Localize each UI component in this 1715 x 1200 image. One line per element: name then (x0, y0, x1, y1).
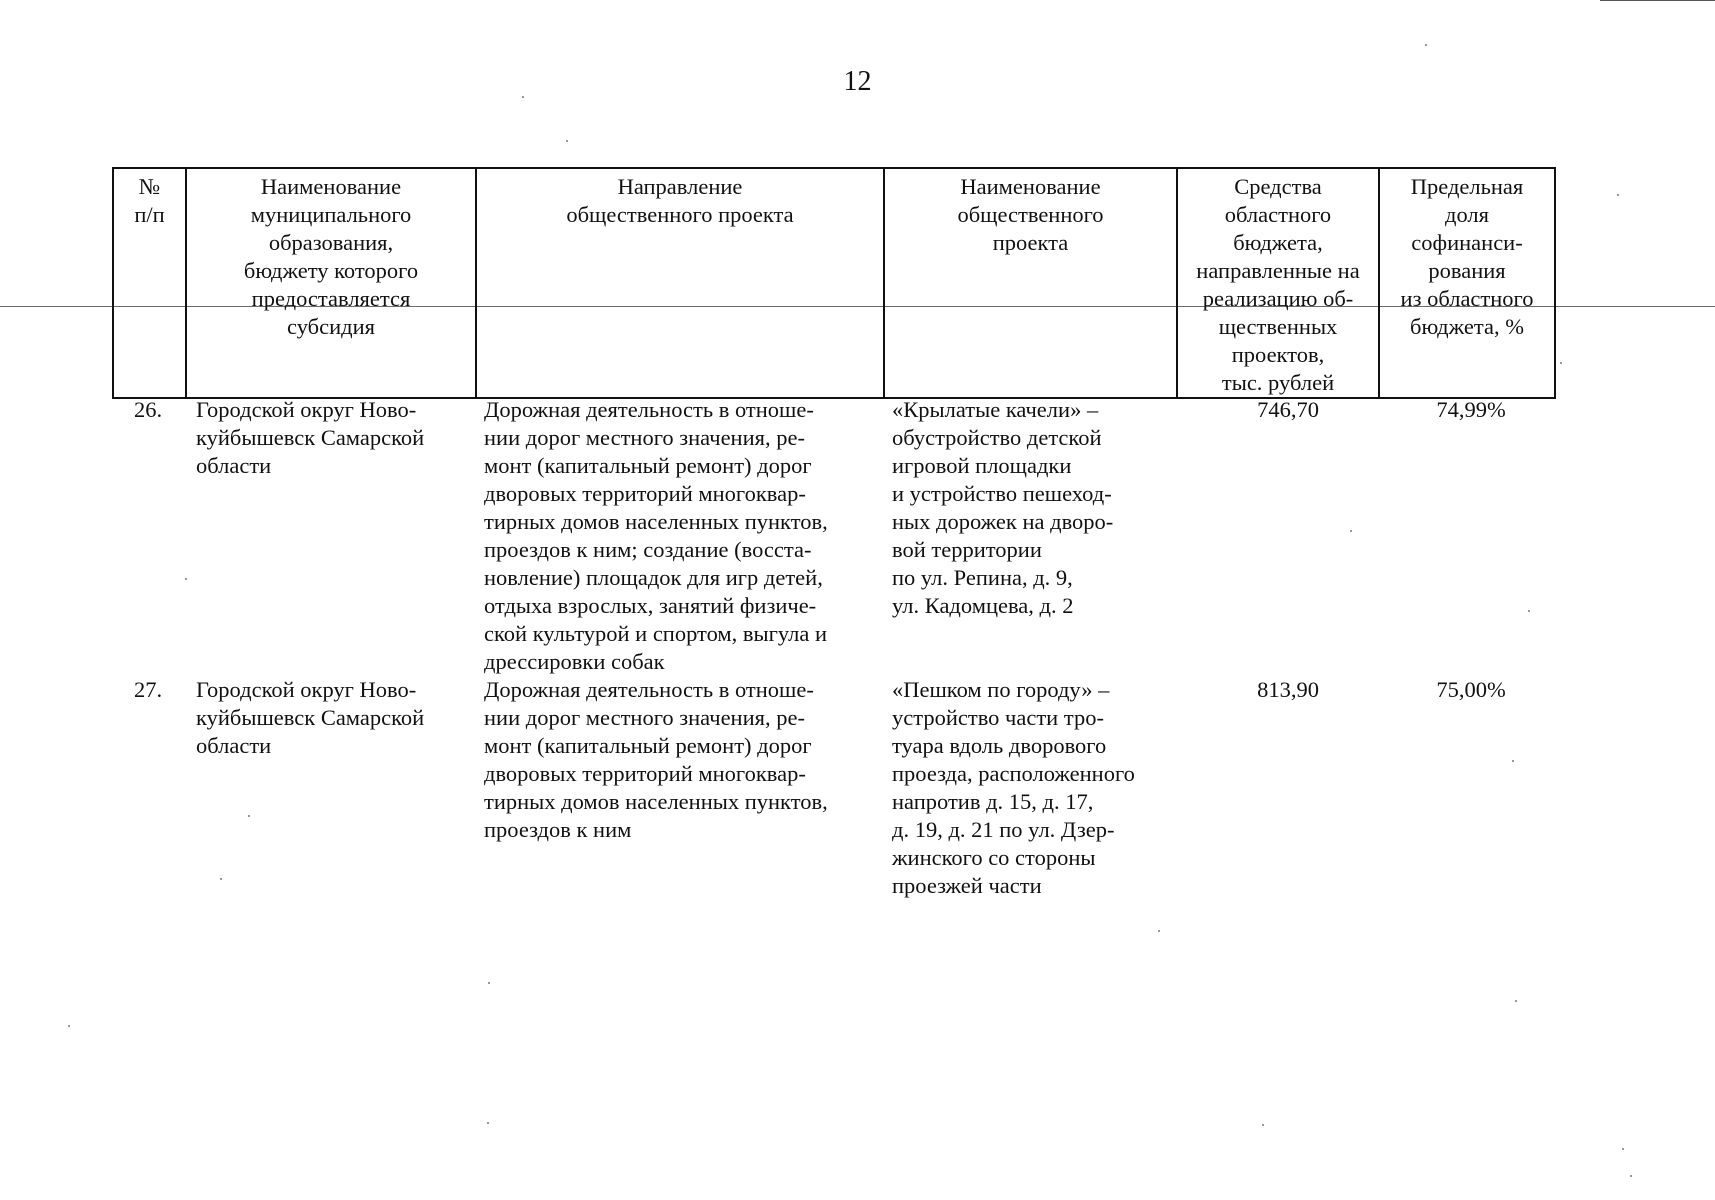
text-line: софинанси- (1411, 230, 1523, 255)
scan-speck (1158, 930, 1160, 932)
text-line: куйбышевск Самарской (196, 705, 425, 730)
text-line: и устройство пешеход- (892, 481, 1112, 506)
scan-speck (68, 1025, 70, 1027)
text-line: муниципального (250, 202, 412, 227)
scan-speck (185, 578, 187, 580)
text-line: ул. Кадомцева, д. 2 (892, 593, 1074, 618)
scan-speck (248, 815, 250, 817)
text-line: предоставляется (251, 286, 411, 311)
amount-cell: 746,70 (1257, 397, 1319, 422)
text-line: Городской округ Ново- (196, 397, 417, 422)
header-col-direction (476, 168, 884, 398)
text-line: ской культурой и спортом, выгула и (484, 621, 828, 646)
text-line: жинского со стороны (892, 845, 1096, 870)
text-line: проезда, расположенного (892, 761, 1135, 786)
project-cell (892, 396, 1113, 620)
scan-speck (220, 878, 222, 880)
scan-speck (1425, 44, 1427, 46)
text-line: тирных домов населенных пунктов, (484, 509, 828, 534)
text-line: Наименование (260, 174, 402, 199)
share-cell: 75,00% (1436, 677, 1506, 702)
text-line: Предельная (1410, 174, 1524, 199)
header-col-share (1379, 168, 1555, 398)
text-line: щественных (1218, 314, 1338, 339)
scan-speck (1617, 194, 1619, 196)
row-number: 27. (134, 677, 163, 702)
text-line: дворовых территорий многоквар- (484, 761, 806, 786)
text-line: Дорожная деятельность в отноше- (484, 397, 814, 422)
header-col-funds (1177, 168, 1379, 398)
text-line: проектов, (1231, 342, 1325, 367)
scan-speck (1560, 362, 1562, 364)
text-line: области (196, 453, 272, 478)
text-line: отдыха взрослых, занятий физиче- (484, 593, 817, 618)
text-line: устройство части тро- (892, 705, 1104, 730)
scan-speck (522, 96, 524, 98)
text-line: Направление (617, 174, 743, 199)
text-line: образования, (268, 230, 394, 255)
text-line: проездов к ним (484, 817, 632, 842)
table-header (112, 167, 1556, 399)
text-line: проезжей части (892, 873, 1042, 898)
text-line: по ул. Репина, д. 9, (892, 565, 1073, 590)
text-line: монт (капитальный ремонт) дорог (484, 453, 812, 478)
page-number: 12 (843, 66, 872, 97)
text-line: № (138, 174, 161, 199)
scan-speck (566, 140, 568, 142)
text-line: областного (1224, 202, 1332, 227)
header-col-number (113, 168, 186, 398)
scan-speck (1262, 1124, 1264, 1126)
header-col-project (884, 168, 1177, 398)
text-line: общественного (957, 202, 1104, 227)
header-row (113, 168, 1555, 398)
text-line: д. 19, д. 21 по ул. Дзер- (892, 817, 1115, 842)
scan-speck (1350, 530, 1352, 532)
text-line: доля (1445, 202, 1489, 227)
text-line: направленные на (1196, 258, 1360, 283)
project-cell (892, 676, 1135, 900)
scan-edge-mark (1600, 0, 1715, 1)
text-line: области (196, 733, 272, 758)
text-line: бюджета, % (1410, 314, 1524, 339)
text-line: туара вдоль дворового (892, 733, 1107, 758)
text-line: проездов к ним; создание (восста- (484, 537, 812, 562)
scan-speck (1515, 1000, 1517, 1002)
share-cell: 74,99% (1436, 397, 1506, 422)
text-line: рования (1428, 258, 1506, 283)
municipality-cell (196, 676, 424, 760)
text-line: бюджету которого (243, 258, 419, 283)
text-line: п/п (134, 202, 165, 227)
text-line: новление) площадок для игр детей, (484, 565, 823, 590)
row-number: 26. (134, 397, 163, 422)
municipality-cell (196, 396, 424, 480)
direction-cell (484, 396, 828, 676)
text-line: нии дорог местного значения, ре- (484, 705, 805, 730)
scan-speck (1528, 610, 1530, 612)
scan-speck (487, 1122, 489, 1124)
text-line: тирных домов населенных пунктов, (484, 789, 828, 814)
header-col-municipality (186, 168, 476, 398)
scan-speck (488, 982, 490, 984)
text-line: монт (капитальный ремонт) дорог (484, 733, 812, 758)
text-line: Дорожная деятельность в отноше- (484, 677, 814, 702)
text-line: нии дорог местного значения, ре- (484, 425, 805, 450)
text-line: обустройство детской (892, 425, 1102, 450)
text-line: бюджета, (1233, 230, 1323, 255)
text-line: «Пешком по городу» – (892, 677, 1110, 702)
text-line: проекта (992, 230, 1069, 255)
amount-cell: 813,90 (1257, 677, 1319, 702)
text-line: игровой площадки (892, 453, 1072, 478)
text-line: напротив д. 15, д. 17, (892, 789, 1094, 814)
text-line: Наименование (960, 174, 1101, 199)
text-line: Городской округ Ново- (196, 677, 417, 702)
text-line: субсидия (287, 314, 375, 339)
text-line: реализацию об- (1202, 286, 1354, 311)
text-line: Средства (1234, 174, 1322, 199)
scan-speck (1622, 1148, 1624, 1150)
text-line: вой территории (892, 537, 1042, 562)
direction-cell (484, 676, 828, 844)
text-line: из областного (1400, 286, 1534, 311)
text-line: тыс. рублей (1221, 370, 1335, 395)
text-line: дрессировки собак (484, 649, 665, 674)
text-line: «Крылатые качели» – (892, 397, 1099, 422)
text-line: куйбышевск Самарской (196, 425, 425, 450)
text-line: общественного проекта (566, 202, 794, 227)
text-line: дворовых территорий многоквар- (484, 481, 806, 506)
scan-speck (1512, 760, 1514, 762)
scan-speck (1630, 1175, 1632, 1177)
text-line: ных дорожек на дворо- (892, 509, 1114, 534)
